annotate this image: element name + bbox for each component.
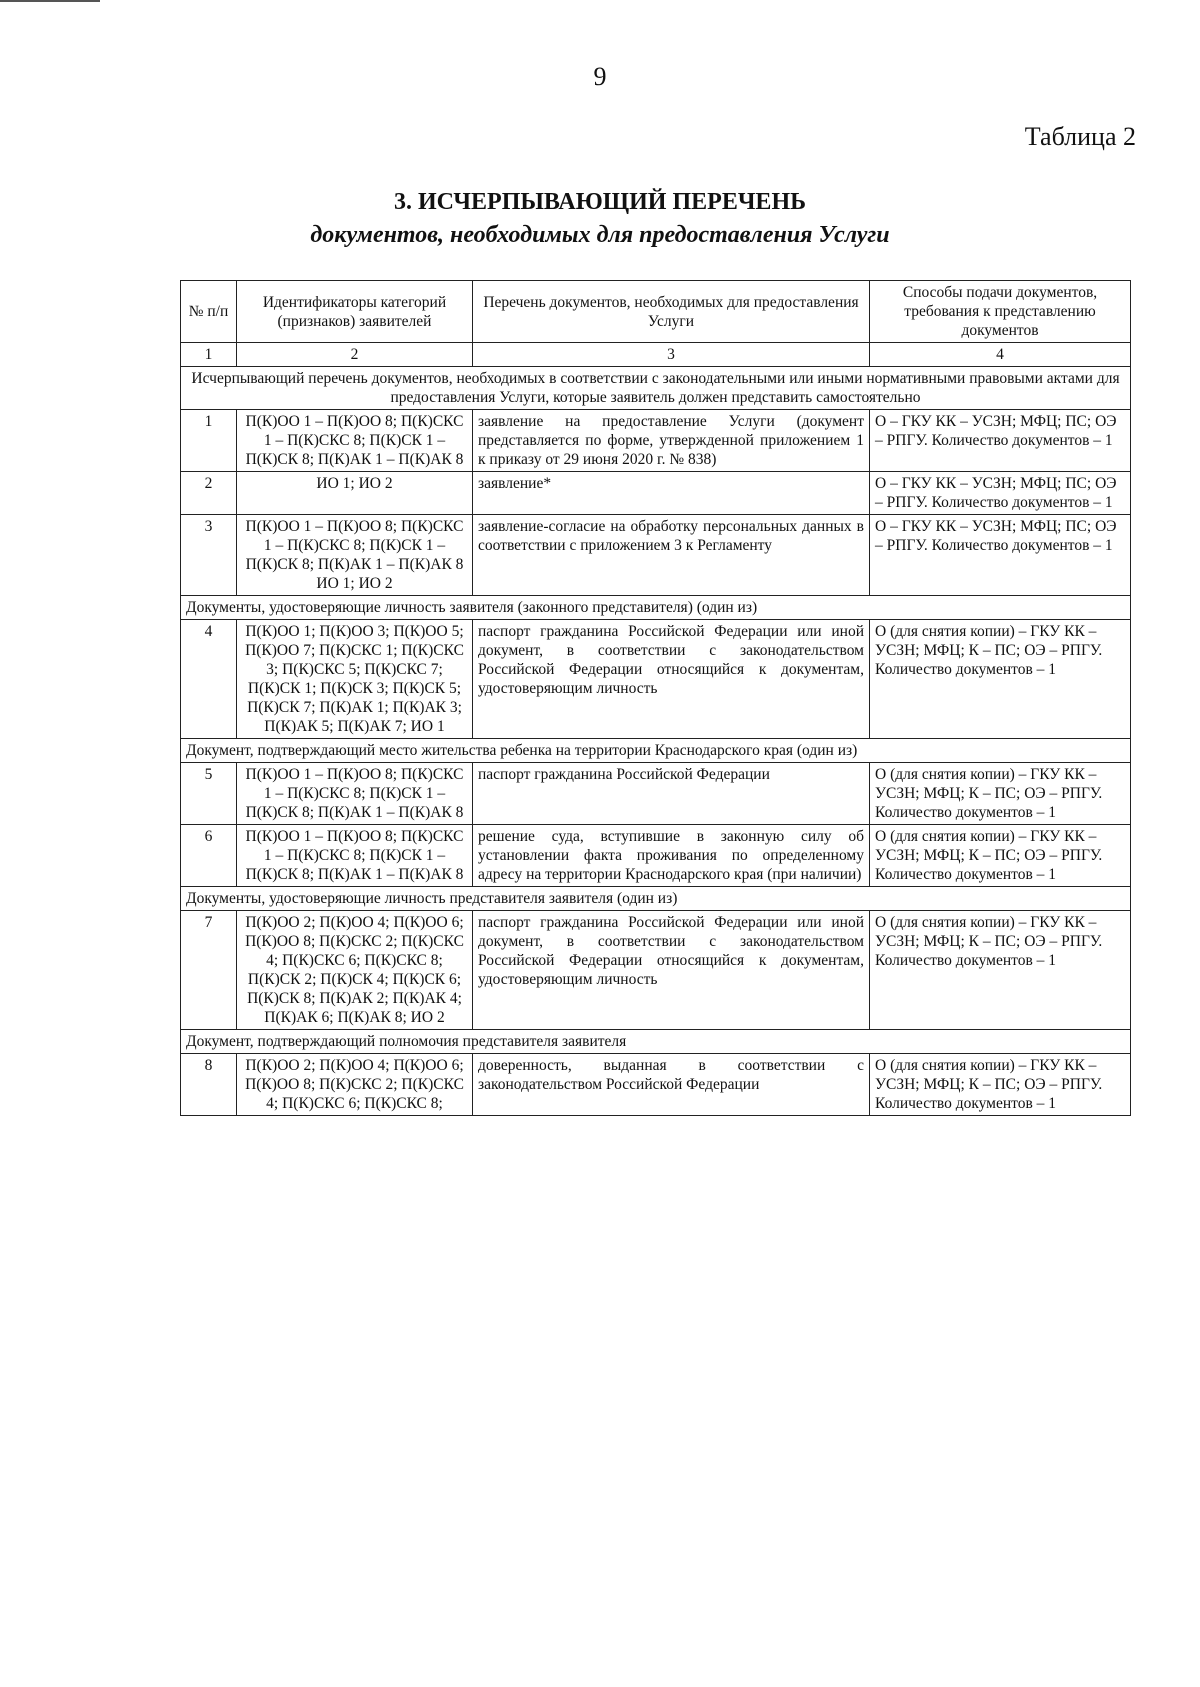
- row-categories: П(К)ОО 1 – П(К)ОО 8; П(К)СКС 1 – П(К)СКС 8; П(К)СК 1 – П(К)СК 8; П(К)АК 1 – П(К)АК 8: [237, 410, 473, 472]
- row-number: 3: [181, 515, 237, 596]
- row-number: 6: [181, 825, 237, 887]
- row-method: О (для снятия копии) – ГКУ КК – УСЗН; МФЦ; К – ПС; ОЭ – РПГУ. Количество документов – 1: [870, 763, 1131, 825]
- row-number: 2: [181, 472, 237, 515]
- section-heading: Документы, удостоверяющие личность представителя заявителя (один из): [181, 887, 1131, 911]
- page-number: 9: [593, 62, 607, 91]
- table-row: [181, 620, 1131, 739]
- row-categories: П(К)ОО 1 – П(К)ОО 8; П(К)СКС 1 – П(К)СКС 8; П(К)СК 1 – П(К)СК 8; П(К)АК 1 – П(К)АК 8: [237, 825, 473, 887]
- table-row: [181, 410, 1131, 472]
- row-document: заявление на предоставление Услуги (документ представляется по форме, утвержденной приложением 1 к приказу от 29 июня 2020 г. № 838): [473, 410, 870, 472]
- column-number: 1: [181, 343, 237, 367]
- section-row: [181, 1030, 1131, 1054]
- column-number-row: [181, 343, 1131, 367]
- row-categories: П(К)ОО 1 – П(К)ОО 8; П(К)СКС 1 – П(К)СКС 8; П(К)СК 1 – П(К)СК 8; П(К)АК 1 – П(К)АК 8: [237, 763, 473, 825]
- table-label: Таблица 2: [1024, 122, 1136, 151]
- document-title: [0, 186, 1200, 252]
- row-categories: П(К)ОО 2; П(К)ОО 4; П(К)ОО 6; П(К)ОО 8; П(К)СКС 2; П(К)СКС 4; П(К)СКС 6; П(К)СКС 8;: [237, 1054, 473, 1116]
- header-number: № п/п: [181, 281, 237, 343]
- column-number: 3: [473, 343, 870, 367]
- row-number: 8: [181, 1054, 237, 1116]
- row-method: О (для снятия копии) – ГКУ КК – УСЗН; МФЦ; К – ПС; ОЭ – РПГУ. Количество документов – 1: [870, 911, 1131, 1030]
- section-heading: Документ, подтверждающий полномочия представителя заявителя: [181, 1030, 1131, 1054]
- header-methods: Способы подачи документов, требования к представлению документов: [870, 281, 1131, 343]
- section-row: [181, 596, 1131, 620]
- row-method: О – ГКУ КК – УСЗН; МФЦ; ПС; ОЭ – РПГУ. Количество документов – 1: [870, 410, 1131, 472]
- table-row: [181, 472, 1131, 515]
- row-number: 5: [181, 763, 237, 825]
- header-row: [181, 281, 1131, 343]
- row-method: О – ГКУ КК – УСЗН; МФЦ; ПС; ОЭ – РПГУ. Количество документов – 1: [870, 515, 1131, 596]
- header-documents: Перечень документов, необходимых для предоставления Услуги: [473, 281, 870, 343]
- title-line-1: 3. ИСЧЕРПЫВАЮЩИЙ ПЕРЕЧЕНЬ: [394, 189, 806, 215]
- table-row: [181, 515, 1131, 596]
- row-number: 1: [181, 410, 237, 472]
- row-method: О (для снятия копии) – ГКУ КК – УСЗН; МФЦ; К – ПС; ОЭ – РПГУ. Количество документов – 1: [870, 620, 1131, 739]
- documents-table: [180, 280, 1131, 1116]
- row-categories: П(К)ОО 1; П(К)ОО 3; П(К)ОО 5; П(К)ОО 7; П(К)СКС 1; П(К)СКС 3; П(К)СКС 5; П(К)СКС 7; П(К)СК 1; П(К)СК 3; П(К)СК 5; П(К)СК 7; П(К)АК 1; П(К)АК 3; П(К)АК 5; П(К)АК 7; ИО 1: [237, 620, 473, 739]
- row-document: решение суда, вступившие в законную силу об установлении факта проживания по определенному адресу на территории Краснодарского края (при наличии): [473, 825, 870, 887]
- row-method: О (для снятия копии) – ГКУ КК – УСЗН; МФЦ; К – ПС; ОЭ – РПГУ. Количество документов – 1: [870, 1054, 1131, 1116]
- header-categories: Идентификаторы категорий (признаков) заявителей: [237, 281, 473, 343]
- row-number: 7: [181, 911, 237, 1030]
- section-row: [181, 739, 1131, 763]
- row-categories: П(К)ОО 2; П(К)ОО 4; П(К)ОО 6; П(К)ОО 8; П(К)СКС 2; П(К)СКС 4; П(К)СКС 6; П(К)СКС 8; П(К)СК 2; П(К)СК 4; П(К)СК 6; П(К)СК 8; П(К)АК 2; П(К)АК 4; П(К)АК 6; П(К)АК 8; ИО 2: [237, 911, 473, 1030]
- title-line-2: документов, необходимых для предоставления Услуги: [310, 222, 890, 248]
- section-row: [181, 887, 1131, 911]
- row-document: заявление-согласие на обработку персональных данных в соответствии с приложением 3 к Регламенту: [473, 515, 870, 596]
- row-document: заявление*: [473, 472, 870, 515]
- row-categories: П(К)ОО 1 – П(К)ОО 8; П(К)СКС 1 – П(К)СКС 8; П(К)СК 1 – П(К)СК 8; П(К)АК 1 – П(К)АК 8 ИО 1; ИО 2: [237, 515, 473, 596]
- section-row: [181, 367, 1131, 410]
- top-rule: [0, 0, 100, 2]
- column-number: 4: [870, 343, 1131, 367]
- section-heading: Исчерпывающий перечень документов, необходимых в соответствии с законодательными или иными нормативными правовыми актами для предоставления Услуги, которые заявитель должен представить самостоятельно: [181, 367, 1131, 410]
- row-document: паспорт гражданина Российской Федерации или иной документ, в соответствии с законодательством Российской Федерации относящийся к документам, удостоверяющим личность: [473, 911, 870, 1030]
- column-number: 2: [237, 343, 473, 367]
- table-row: [181, 825, 1131, 887]
- row-document: паспорт гражданина Российской Федерации: [473, 763, 870, 825]
- section-heading: Документ, подтверждающий место жительства ребенка на территории Краснодарского края (один из): [181, 739, 1131, 763]
- table-row: [181, 1054, 1131, 1116]
- row-method: О – ГКУ КК – УСЗН; МФЦ; ПС; ОЭ – РПГУ. Количество документов – 1: [870, 472, 1131, 515]
- row-method: О (для снятия копии) – ГКУ КК – УСЗН; МФЦ; К – ПС; ОЭ – РПГУ. Количество документов – 1: [870, 825, 1131, 887]
- table-row: [181, 911, 1131, 1030]
- row-document: доверенность, выданная в соответствии с законодательством Российской Федерации: [473, 1054, 870, 1116]
- table-row: [181, 763, 1131, 825]
- row-document: паспорт гражданина Российской Федерации или иной документ, в соответствии с законодательством Российской Федерации относящийся к документам, удостоверяющим личность: [473, 620, 870, 739]
- row-categories: ИО 1; ИО 2: [237, 472, 473, 515]
- row-number: 4: [181, 620, 237, 739]
- section-heading: Документы, удостоверяющие личность заявителя (законного представителя) (один из): [181, 596, 1131, 620]
